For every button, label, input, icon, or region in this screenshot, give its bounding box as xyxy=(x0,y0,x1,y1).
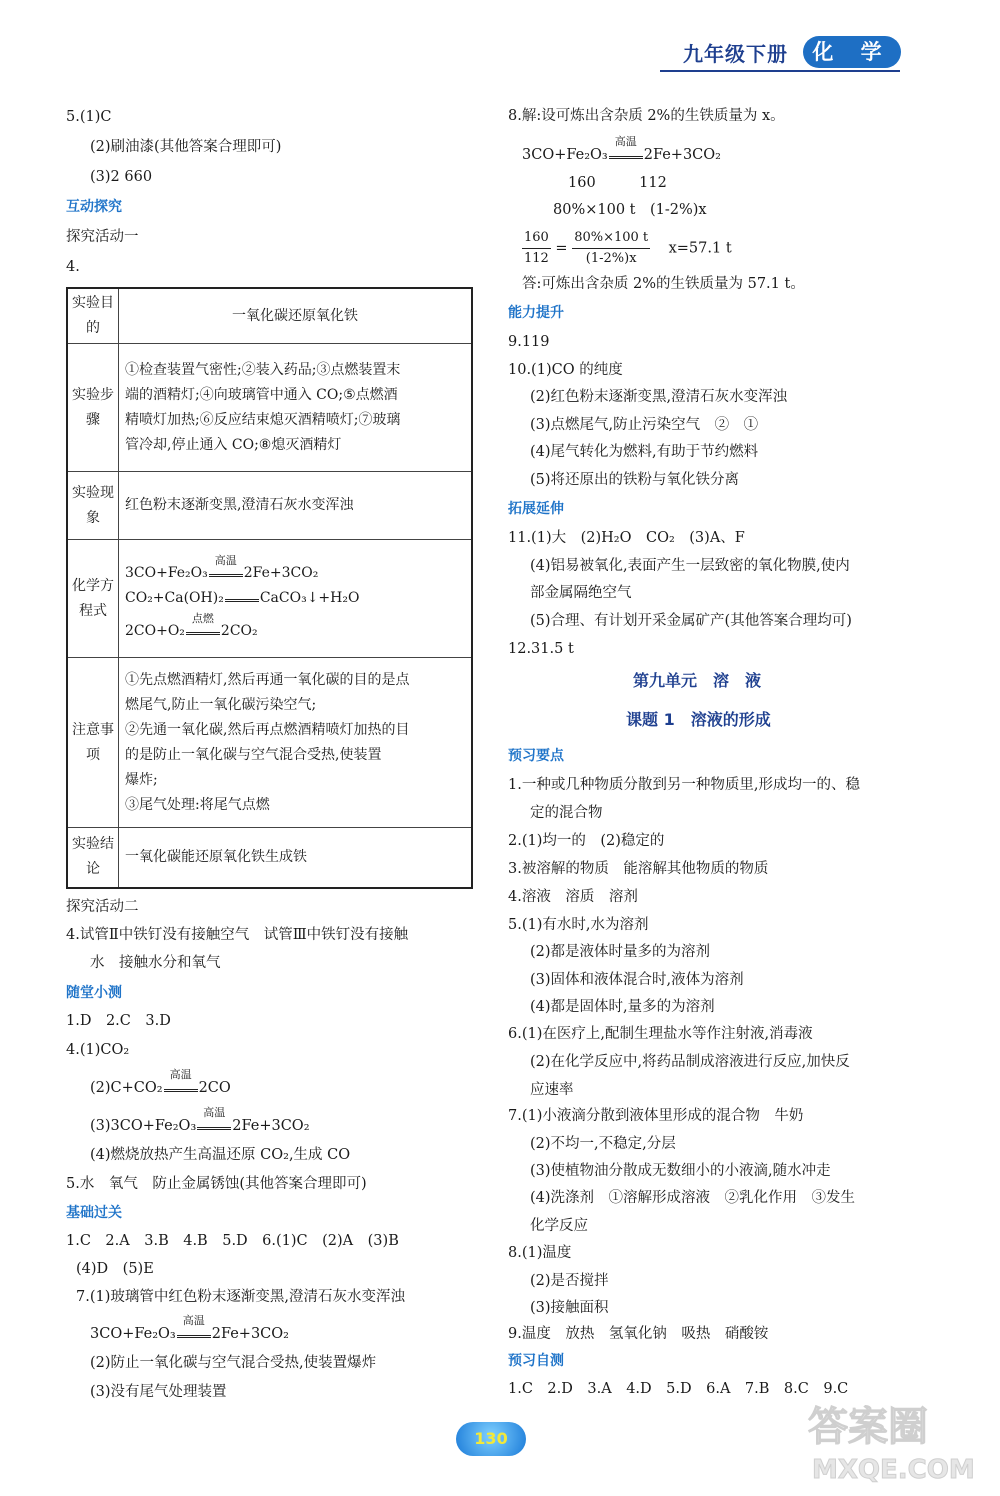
table-header-cell: 实验步骤 xyxy=(67,344,119,472)
fraction-top: 80%×100 t xyxy=(572,228,650,249)
cell-line: 爆炸; xyxy=(125,771,158,788)
table-header-cell: 实验目的 xyxy=(67,288,119,344)
equation-line xyxy=(90,1068,231,1098)
eq-condition: 点燃 xyxy=(191,612,214,625)
answer-line: (2)是否搅拌 xyxy=(530,1273,609,1289)
answer-line: (2)在化学反应中,将药品制成溶液进行反应,加快反 xyxy=(530,1054,850,1070)
section-heading: 能力提升 xyxy=(508,305,564,321)
table-header-cell: 实验现象 xyxy=(67,472,119,540)
table-cell xyxy=(119,344,473,472)
answer-line: 160 112 xyxy=(568,175,667,191)
answer-line: 4.试管Ⅱ中铁钉没有接触空气 试管Ⅲ中铁钉没有接触 xyxy=(66,927,409,943)
answer-line: 化学反应 xyxy=(530,1218,588,1234)
equation-line xyxy=(90,1314,289,1344)
eq-right: 2Fe+3CO₂ xyxy=(232,1118,310,1134)
answer-line: 答:可炼出含杂质 2%的生铁质量为 57.1 t。 xyxy=(522,276,805,292)
table-cell xyxy=(119,658,473,828)
section-heading: 互动探究 xyxy=(66,199,122,215)
answer-line: (4)洗涤剂 ①溶解形成溶液 ②乳化作用 ③发生 xyxy=(530,1190,856,1206)
experiment-table xyxy=(66,287,473,889)
cell-line: ①检查装置气密性;②装入药品;③点燃装置末 xyxy=(125,361,401,378)
answer-line: (3)接触面积 xyxy=(530,1300,609,1316)
answer-line: 9.119 xyxy=(508,334,550,350)
eq-left: CO₂+Ca(OH)₂ xyxy=(125,590,224,606)
grade-label: 九年级下册 xyxy=(683,42,788,66)
answer-line: 8.解:设可炼出含杂质 2%的生铁质量为 x。 xyxy=(508,108,785,124)
answer-line: 探究活动一 xyxy=(66,229,139,245)
cell-line: ①先点燃酒精灯,然后再通一氧化碳的目的是点 xyxy=(125,671,410,688)
eq-left: 3CO+Fe₂O₃ xyxy=(90,1326,176,1342)
answer-line: (3)点燃尾气,防止污染空气 ② ① xyxy=(530,417,759,433)
answer-line: (3)使植物油分散成无数细小的小液滴,随水冲走 xyxy=(530,1163,831,1179)
answer-line: 5.水 氧气 防止金属锈蚀(其他答案合理即可) xyxy=(66,1176,367,1192)
table-header-cell: 实验结论 xyxy=(67,828,119,888)
section-heading: 基础过关 xyxy=(66,1205,122,1221)
header-rule xyxy=(660,70,900,72)
table-cell xyxy=(119,540,473,658)
answer-line: 8.(1)温度 xyxy=(508,1245,572,1261)
answer-line: 5.(1)C xyxy=(66,109,112,125)
answer-line: (3)没有尾气处理装置 xyxy=(90,1384,227,1400)
table-cell: 红色粉末逐渐变黑,澄清石灰水变浑浊 xyxy=(119,472,473,540)
answer-line: 11.(1)大 (2)H₂O CO₂ (3)A、F xyxy=(508,530,745,546)
answer-line: 水 接触水分和氧气 xyxy=(90,955,221,971)
eq-condition: 高温 xyxy=(169,1068,192,1081)
answer-line: (4)尾气转化为燃料,有助于节约燃料 xyxy=(530,444,759,460)
eq-right: 2CO₂ xyxy=(220,623,258,639)
answer-line: 2.(1)均一的 (2)稳定的 xyxy=(508,833,665,849)
eq-right: CaCO₃↓+H₂O xyxy=(259,590,360,606)
answer-line: 7.(1)玻璃管中红色粉末逐渐变黑,澄清石灰水变浑浊 xyxy=(76,1289,405,1305)
answer-line: 7.(1)小液滴分散到液体里形成的混合物 牛奶 xyxy=(508,1108,804,1124)
page-number: 130 xyxy=(456,1422,526,1456)
cell-line: ②先通一氧化碳,然后再点燃酒精喷灯加热的目 xyxy=(125,721,410,738)
section-heading: 预习要点 xyxy=(508,748,564,764)
answer-line: 部金属隔绝空气 xyxy=(530,585,632,601)
answer-line: (5)合理、有计划开采金属矿产(其他答案合理均可) xyxy=(530,613,852,629)
cell-line: 燃尾气,防止一氧化碳污染空气; xyxy=(125,696,317,713)
eq-right: 2Fe+3CO₂ xyxy=(211,1326,289,1342)
eq-left: 2CO+O₂ xyxy=(125,623,185,639)
answer-line: 4.溶液 溶质 溶剂 xyxy=(508,889,638,905)
unit-title: 第九单元 溶 液 xyxy=(633,671,762,690)
eq-right: 2Fe+3CO₂ xyxy=(643,147,721,163)
section-heading: 预习自测 xyxy=(508,1353,564,1369)
watermark-text: 答案圈 xyxy=(808,1404,928,1450)
answer-line: 1.D 2.C 3.D xyxy=(66,1013,171,1029)
fraction-bottom: (1-2%)x xyxy=(585,251,637,266)
answer-line: 6.(1)在医疗上,配制生理盐水等作注射液,消毒液 xyxy=(508,1026,813,1042)
fraction-top: 160 xyxy=(522,228,551,249)
eq-left: (3)3CO+Fe₂O₃ xyxy=(90,1118,197,1134)
cell-line: 的是防止一氧化碳与空气混合受热,使装置 xyxy=(125,746,382,763)
answer-line: (2)红色粉末逐渐变黑,澄清石灰水变浑浊 xyxy=(530,389,788,405)
equation-line xyxy=(90,1106,310,1136)
eq-condition: 高温 xyxy=(182,1314,205,1327)
answer-line: (5)将还原出的铁粉与氧化铁分离 xyxy=(530,472,740,488)
fraction-bottom: 112 xyxy=(524,251,549,266)
cell-line: 管冷却,停止通入 CO;⑧熄灭酒精灯 xyxy=(125,436,342,453)
eq-condition: 高温 xyxy=(214,554,237,567)
watermark-logo xyxy=(800,1390,990,1490)
answer-line: 1.一种或几种物质分散到另一种物质里,形成均一的、稳 xyxy=(508,777,860,793)
eq-left: (2)C+CO₂ xyxy=(90,1080,163,1096)
answer-line: (2)都是液体时量多的为溶剂 xyxy=(530,944,711,960)
answer-line: 定的混合物 xyxy=(530,805,603,821)
section-heading: 随堂小测 xyxy=(66,985,122,1001)
answer-line: (2)刷油漆(其他答案合理即可) xyxy=(90,139,282,155)
cell-line: ③尾气处理:将尾气点燃 xyxy=(125,796,270,813)
fraction-line: $\frac{160}{112}$ = $\frac{80\%\times 100 t}{(1-2\%)x}$ x=57.1 t xyxy=(524,230,732,266)
lesson-title: 课题 1 溶液的形成 xyxy=(626,710,771,729)
answer-line: (4)铝易被氧化,表面产生一层致密的氧化物膜,使内 xyxy=(530,558,850,574)
eq-right: 2CO xyxy=(198,1080,231,1096)
answer-line: (2)防止一氧化碳与空气混合受热,使装置爆炸 xyxy=(90,1355,377,1371)
answer-line: 9.温度 放热 氢氧化钠 吸热 硝酸铵 xyxy=(508,1326,769,1342)
table-header-cell: 化学方程式 xyxy=(67,540,119,658)
answer-line: 1.C 2.A 3.B 4.B 5.D 6.(1)C (2)A (3)B xyxy=(66,1233,399,1249)
eq-left: 3CO+Fe₂O₃ xyxy=(522,147,608,163)
answer-line: 5.(1)有水时,水为溶剂 xyxy=(508,917,649,933)
answer-line: (2)不均一,不稳定,分层 xyxy=(530,1136,676,1152)
cell-line: 端的酒精灯;④向玻璃管中通入 CO;⑤点燃酒 xyxy=(125,386,398,403)
answer-line: (4)燃烧放热产生高温还原 CO₂,生成 CO xyxy=(90,1147,351,1163)
eq-left: 3CO+Fe₂O₃ xyxy=(125,565,208,581)
answer-line: 4.(1)CO₂ xyxy=(66,1042,130,1058)
eq-condition: 高温 xyxy=(614,135,637,148)
answer-line: (4)都是固体时,量多的为溶剂 xyxy=(530,999,715,1015)
answer-line: 1.C 2.D 3.A 4.D 5.D 6.A 7.B 8.C 9.C xyxy=(508,1381,849,1397)
table-header-cell: 注意事项 xyxy=(67,658,119,828)
answer-line: (4)D (5)E xyxy=(76,1261,154,1277)
cell-line: 精喷灯加热;⑥反应结束熄灭酒精喷灯;⑦玻璃 xyxy=(125,411,401,428)
answer-line: 10.(1)CO 的纯度 xyxy=(508,362,623,378)
answer-line: (3)2 660 xyxy=(90,169,153,185)
section-heading: 拓展延伸 xyxy=(508,501,564,517)
answer-line: 12.31.5 t xyxy=(508,641,574,657)
solution-value: x=57.1 t xyxy=(668,240,732,257)
eq-condition: 高温 xyxy=(203,1106,226,1119)
table-cell: 一氧化碳还原氧化铁 xyxy=(119,288,473,344)
watermark-url: MXQE.COM xyxy=(812,1455,975,1485)
eq-right: 2Fe+3CO₂ xyxy=(243,565,319,581)
answer-line: 3.被溶解的物质 能溶解其他物质的物质 xyxy=(508,861,769,877)
table-cell: 一氧化碳能还原氧化铁生成铁 xyxy=(119,828,473,888)
answer-line: 80%×100 t (1-2%)x xyxy=(553,202,707,218)
answer-line: (3)固体和液体混合时,液体为溶剂 xyxy=(530,972,744,988)
answer-line: 4. xyxy=(66,259,80,275)
answer-line: 应速率 xyxy=(530,1082,574,1098)
equation-line xyxy=(522,135,721,165)
subject-badge: 化 学 xyxy=(803,36,901,68)
answer-line: 探究活动二 xyxy=(66,899,139,915)
